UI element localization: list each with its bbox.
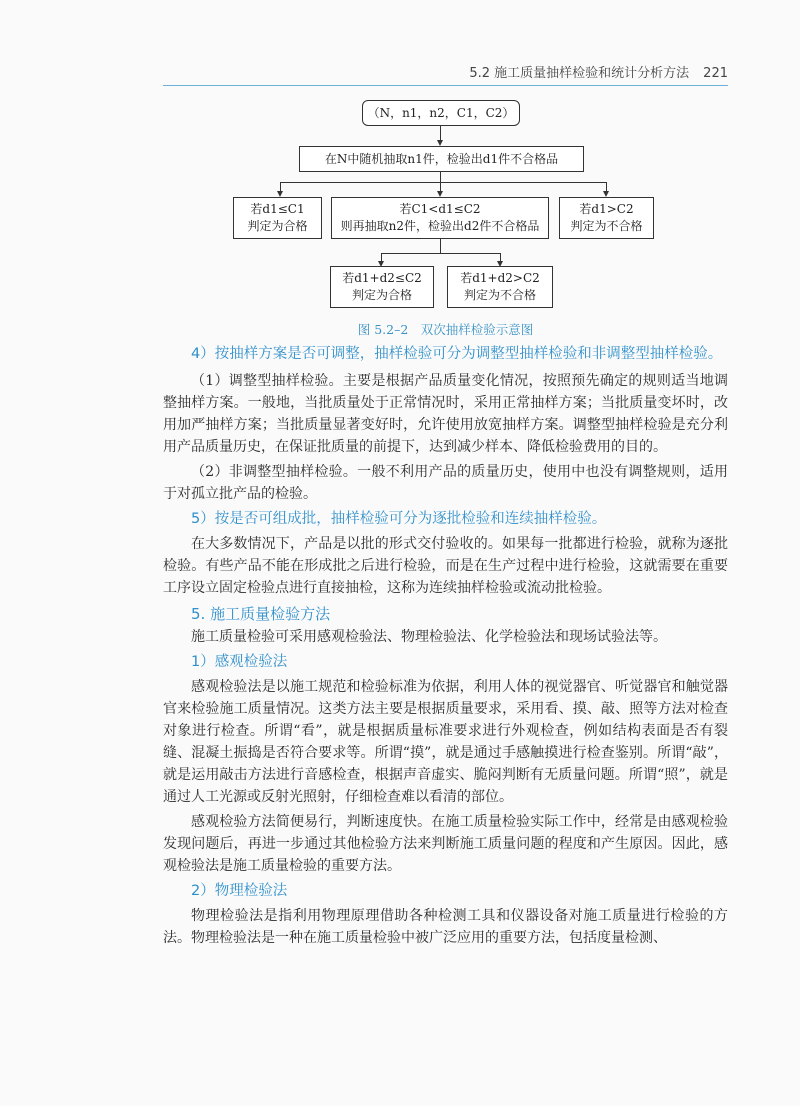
section-heading: 5. 施工质量检验方法 [191, 605, 331, 623]
flowchart-accept-node [233, 197, 322, 239]
node-result: 判定为合格 [351, 288, 412, 302]
header-section: 5.2 施工质量抽样检验和统计分析方法 [469, 66, 690, 81]
body-text [163, 343, 728, 949]
subheading-physical: 2）物理检验法 [191, 883, 288, 899]
paragraph: 感观检验法是以施工规范和检验标准为依据，利用人体的视觉器官、听觉器官和触觉器官来检验施工质量情况。这类方法主要是根据质量要求，采用看、摸、敲、照等方法对检查对象进行检查。所谓“看”，就是根据质量标准要求进行外观检查，例如结构表面是否有裂缝、混凝土振捣是否符合要求等。所谓“摸”，就是通过手感触摸进行检查鉴别。所谓“敲”，就是运用敲击方法进行音感检查，根据声音虚实、脆闷判断有无质量问题。所谓“照”，就是通过人工光源或反射光照射，仔细检查难以看清的部位。 [163, 679, 728, 805]
node-condition: 若d1>C2 [579, 202, 634, 216]
heading-adjustable-sampling: 4）按抽样方案是否可调整，抽样检验可分为调整型抽样检验和非调整型抽样检验。 [191, 346, 723, 362]
figure-caption: 图 5.2–2 双次抽样检验示意图 [357, 322, 534, 337]
flowchart-sampling-step: 在N中随机抽取n1件，检验出d1件不合格品 [299, 146, 584, 172]
connector [440, 239, 441, 253]
node-result: 判定为合格 [247, 219, 308, 233]
flowchart-second-reject-node [447, 266, 553, 308]
node-condition: 若C1<d1≤C2 [399, 202, 481, 216]
node-result: 判定为不合格 [463, 288, 536, 302]
paragraph: 施工质量检验可采用感观检验法、物理检验法、化学检验法和现场试验法等。 [191, 629, 667, 645]
flowchart-start-node: （N，n1，n2，C1，C2） [362, 100, 520, 126]
node-condition: 若d1≤C1 [250, 202, 305, 216]
paragraph: 物理检验法是指利用物理原理借助各种检测工具和仪器设备对施工质量进行检验的方法。物理检验法是一种在施工质量检验中被广泛应用的重要方法，包括度量检测、 [163, 908, 728, 946]
paragraph: （1）调整型抽样检验。主要是根据产品质量变化情况，按照预先确定的规则适当地调整抽样方案。一般地，当批质量处于正常情况时，采用正常抽样方案；当批质量变坏时，改用加严抽样方案；当批质量显著变好时，允许使用放宽抽样方案。调整型抽样检验是充分利用产品质量历史，在保证批质量的前提下，达到减少样本、降低检验费用的目的。 [163, 373, 728, 455]
connector [280, 182, 607, 183]
node-condition: 若d1+d2>C2 [460, 271, 540, 285]
node-condition: 若d1+d2≤C2 [342, 271, 422, 285]
heading-batch-sampling: 5）按是否可组成批，抽样检验可分为逐批检验和连续抽样检验。 [191, 511, 607, 527]
running-header [163, 62, 728, 84]
subheading-sensory: 1）感观检验法 [191, 654, 288, 670]
page-number: 221 [703, 66, 728, 81]
paragraph: 在大多数情况下，产品是以批的形式交付验收的。如果每一批都进行检验，就称为逐批检验。有些产品不能在形成批之后进行检验，而是在生产过程中进行检验，这就需要在重要工序设立固定检验点进行直接抽检，这称为连续抽样检验或流动批检验。 [163, 536, 728, 596]
flowchart-reject-node [559, 197, 654, 239]
connector [440, 126, 441, 141]
paragraph: 感观检验方法简便易行，判断速度快。在施工质量检验实际工作中，经常是由感观检验发现问题后，再进一步通过其他检验方法来判断施工质量问题的程度和产生原因。因此，感观检验法是施工质量检验的重要方法。 [163, 814, 728, 874]
paragraph: （2）非调整型抽样检验。一般不利用产品的质量历史，使用中也没有调整规则，适用于对孤立批产品的检验。 [163, 464, 728, 502]
flowchart-second-accept-node [330, 266, 434, 308]
node-result: 则再抽取n2件，检验出d2件不合格品 [340, 219, 540, 233]
connector [381, 253, 501, 254]
flowchart-resample-node [331, 197, 549, 239]
connector [440, 172, 441, 182]
node-result: 判定为不合格 [570, 219, 643, 233]
header-rule [163, 85, 728, 86]
